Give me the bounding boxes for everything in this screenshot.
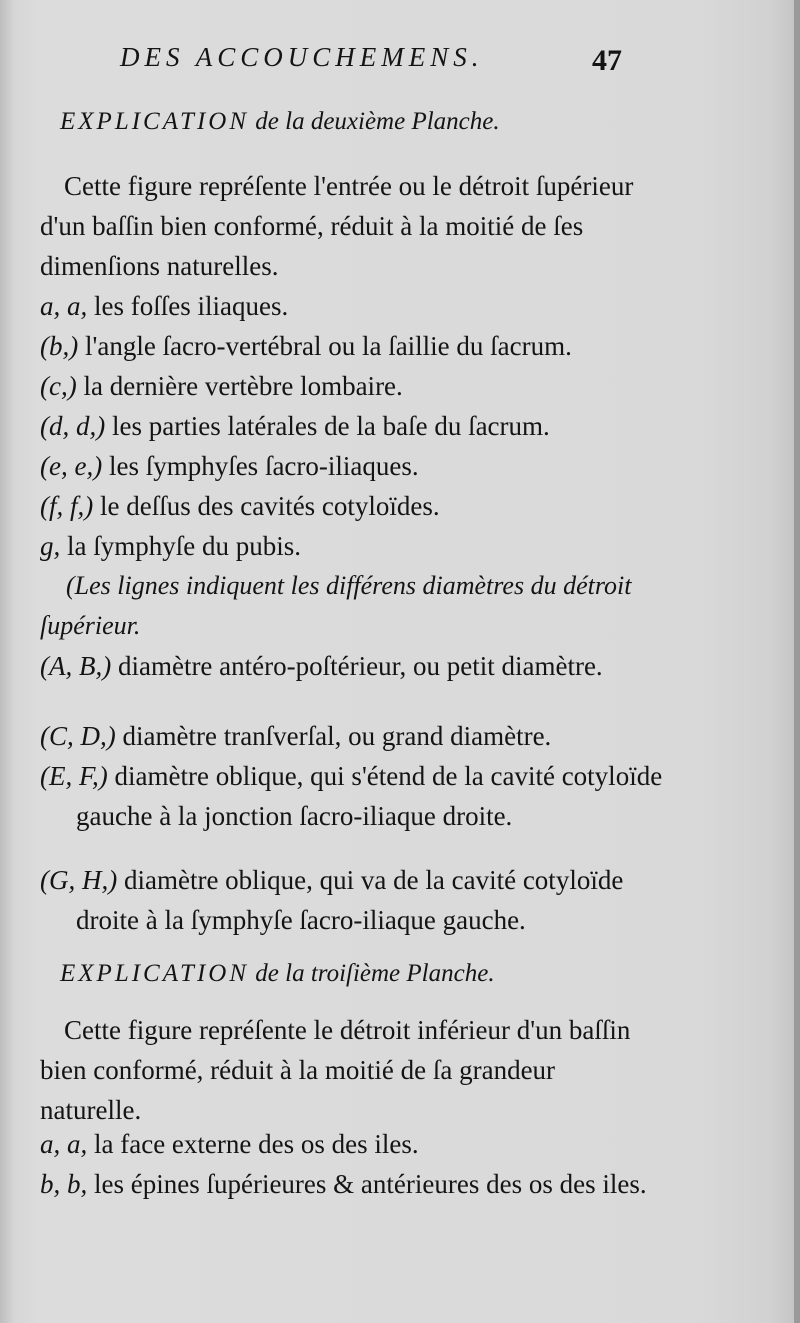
legend-item: b, b, les épines ſupérieures & antérieures des os des iles.: [40, 1169, 647, 1199]
legend-item: (c,) la dernière vertèbre lombaire.: [40, 371, 403, 401]
running-header: DES ACCOUCHEMENS.: [120, 42, 484, 72]
diameter-item: (C, D,) diamètre tranſverſal, ou grand diamètre.: [40, 721, 552, 751]
heading-rest: de la deuxième Planche.: [249, 108, 500, 135]
legend-item: a, a, la face externe des os des iles.: [40, 1129, 419, 1159]
diameter-item: (A, B,) diamètre antéro-poſtérieur, ou petit diamètre.: [40, 651, 603, 681]
legend-item: (e, e,) les ſymphyſes ſacro-iliaques.: [40, 451, 419, 481]
heading-explication: EXPLICATION: [60, 108, 250, 135]
heading-rest: de la troiſième Planche.: [249, 960, 495, 987]
diameters-note: (Les lignes indiquent les différens diamètres du détroit ſupérieur.: [40, 571, 632, 640]
heading-explication: EXPLICATION: [60, 960, 250, 987]
legend-item: (d, d,) les parties latérales de la baſe du ſacrum.: [40, 411, 550, 441]
legend-item: (f, f,) le deſſus des cavités cotyloïdes.: [40, 491, 440, 521]
section-heading-plate-3: [60, 960, 495, 988]
diameter-item: (E, F,) diamètre oblique, qui s'étend de la cavité cotyloïde gauche à la jonction ſacro-iliaque droite.: [40, 761, 663, 831]
section-heading-plate-2: [60, 108, 500, 136]
intro-paragraph-plate-3: [40, 1010, 640, 1130]
page-number: 47: [592, 44, 622, 77]
intro-text: Cette figure repréſente le détroit inférieur d'un baſſin bien conformé, réduit à la moitié de ſa grandeur naturelle.: [40, 1015, 631, 1125]
legend-item: (b,) l'angle ſacro-vertébral ou la ſaillie du ſacrum.: [40, 331, 572, 361]
intro-text: Cette figure repréſente l'entrée ou le détroit ſupérieur d'un baſſin bien conformé, réduit à la moitié de ſes dimenſions naturelles.: [40, 171, 634, 281]
legend-item: g, la ſymphyſe du pubis.: [40, 531, 301, 561]
legend-item: a, a, les foſſes iliaques.: [40, 291, 289, 321]
intro-paragraph-plate-2: [40, 166, 640, 286]
diameter-item: (G, H,) diamètre oblique, qui va de la cavité cotyloïde droite à la ſymphyſe ſacro-iliaque gauche.: [40, 865, 624, 935]
